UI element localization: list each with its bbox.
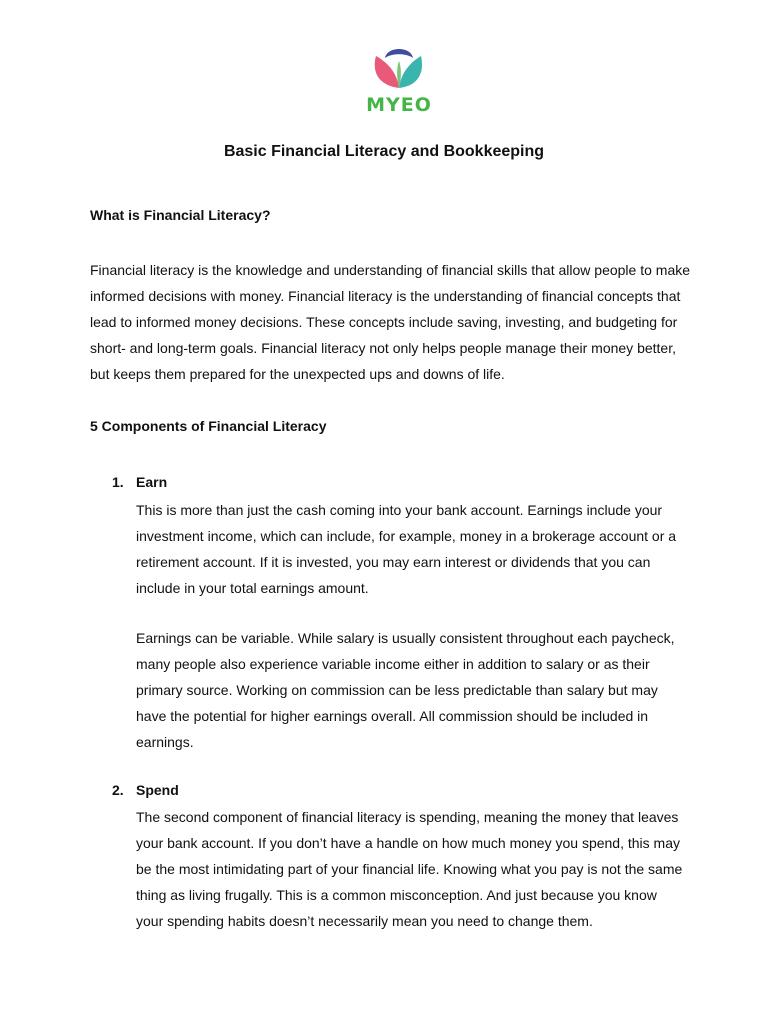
list-item-paragraph: The second component of financial literacy is spending, meaning the money that leaves your bank account. If you don’t have a handle on how much money you spend, this may be the most intimidating part of your financial life. Knowing what you pay is not the same thing as living frugally. This is a common misconception. And just because you know your spending habits doesn’t necessarily mean you need to change them. [136,809,683,929]
list-number: 1. [112,474,124,490]
section-heading-what-is: What is Financial Literacy? [90,207,271,223]
list-item-earn-heading [112,474,167,490]
section-heading-components: 5 Components of Financial Literacy [90,418,327,434]
list-item-title: Spend [136,782,179,798]
list-number: 2. [112,782,124,798]
list-item-title: Earn [136,474,168,490]
list-item-paragraph: This is more than just the cash coming into your bank account. Earnings include your investment income, which can include, for example, money in a brokerage account or a retirement account. If it is invested, you may earn interest or dividends that you can include in your total earnings amount. [136,502,677,596]
document-title: Basic Financial Literacy and Bookkeeping [223,143,545,160]
myeo-logo [363,44,435,118]
leaf-logo-icon [363,44,435,94]
list-item-spend-heading [112,782,179,798]
list-item-paragraph: Earnings can be variable. While salary is usually consistent throughout each paycheck, many people also experience variable income either in addition to salary or as their primary source. Working on commission can be less predictable than salary but may have the potential for higher earnings overall. All commission should be included in earnings. [136,630,675,750]
logo-wordmark: MYEO [366,94,432,116]
section-paragraph-definition: Financial literacy is the knowledge and understanding of financial skills that allow people to make informed decisions with money. Financial literacy is the understanding of financial concepts that lead to informed money decisions. These concepts include saving, investing, and budgeting for short- and long-term goals. Financial literacy not only helps people manage their money better, but keeps them prepared for the unexpected ups and downs of life. [90,262,691,382]
